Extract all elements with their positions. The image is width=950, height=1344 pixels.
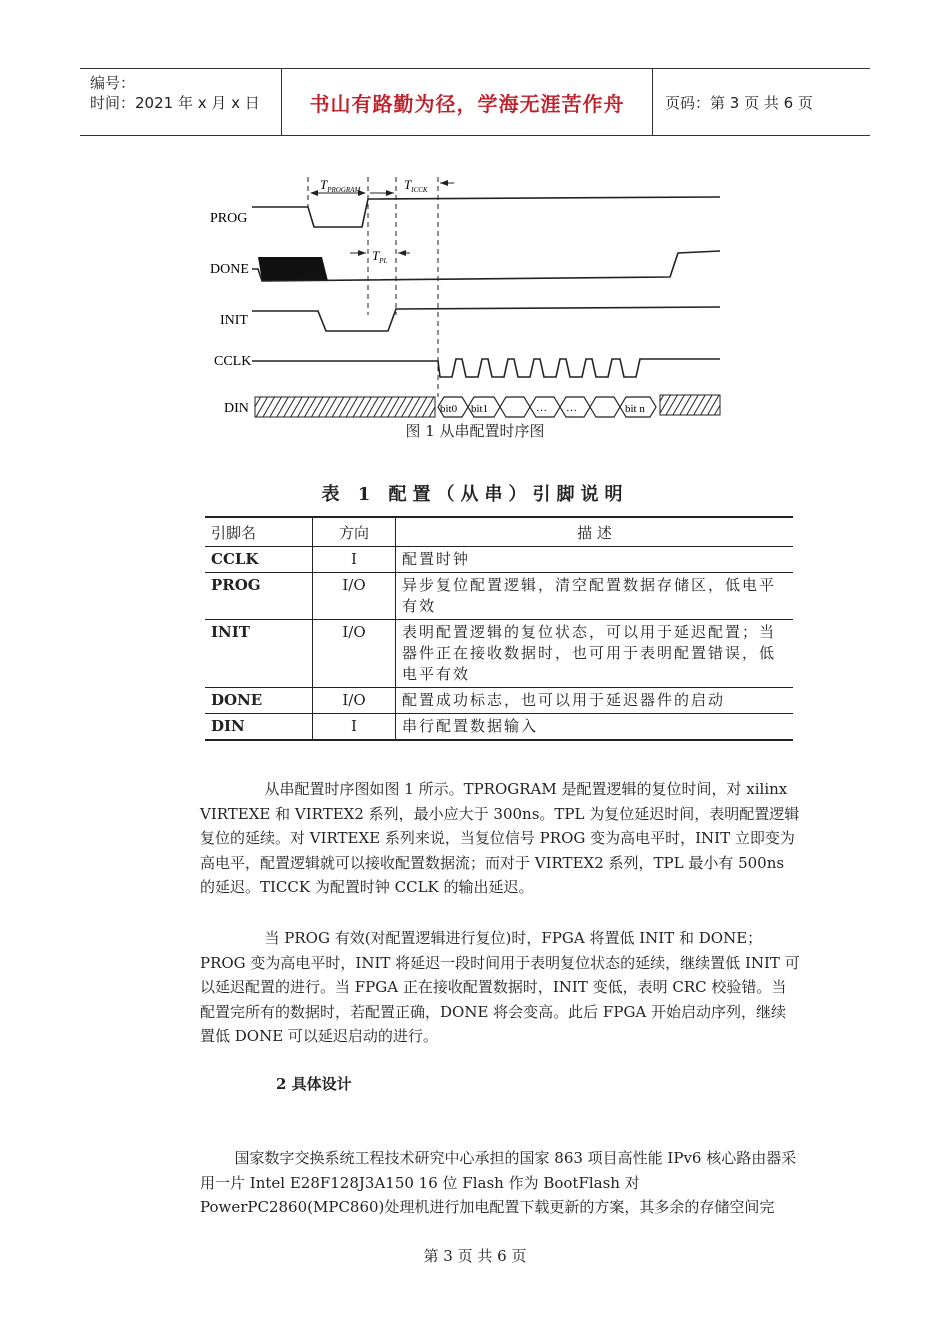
pin-direction: I [313, 547, 396, 573]
timing-markers [308, 177, 438, 397]
din-bit-label-3: … [566, 402, 577, 414]
paragraph-2-text: 当 PROG 有效(对配置逻辑进行复位)时，FPGA 将置低 INIT 和 DONE；PROG 变为高电平时，INIT 将延迟一段时间用于表明复位状态的延续，继续置低 INIT 可以延迟配置的进行。当 FPGA 正在接收配置数据时，INIT 变低，表明 CRC 校验错。当配置完所有的数据时，若配置正确，DONE 将会变高。此后 FPGA 开始启动序列，继续置低 DONE 可以延迟启动的进行。 [200, 929, 800, 1045]
table-row [205, 573, 793, 620]
page-footer: 第 3 页 共 6 页 [423, 1247, 527, 1265]
pin-description: 表明配置逻辑的复位状态，可以用于延迟配置；当器件正在接收数据时，也可用于表明配置错误，低电平有效 [396, 620, 794, 688]
table-row [205, 688, 793, 714]
header-page-info: 页码：第 3 页 共 6 页 [665, 93, 813, 112]
din-bit-label-2: … [536, 402, 547, 414]
din-bit-label-0: bit0 [440, 403, 458, 415]
pin-description: 异步复位配置逻辑，清空配置数据存储区，低电平有效 [396, 573, 794, 620]
paragraph-3-text: 国家数字交换系统工程技术研究中心承担的国家 863 项目高性能 IPv6 核心路由器采用一片 Intel E28F128J3A150 16 位 Flash 作为 BootFlash 对 PowerPC2860(MPC860)处理机进行加电配置下载更新的方案，其多余的存储空间完 [200, 1149, 797, 1216]
header-meta [80, 69, 282, 135]
signal-label-cclk: CCLK [214, 354, 252, 369]
table-row [205, 620, 793, 688]
signal-label-din: DIN [224, 401, 249, 416]
t-iccik-label: $T_{ICCK}$ [404, 177, 428, 194]
pin-table [205, 516, 793, 741]
t-program-label: $T_{PROGRAM}$ [320, 177, 361, 194]
table-row [205, 547, 793, 573]
page-header [80, 68, 870, 136]
figure-caption: 图 1 从串配置时序图 [405, 422, 545, 440]
pin-name: DONE [205, 688, 313, 714]
header-direction: 方向 [313, 517, 396, 547]
paragraph-1-text: 从串配置时序图如图 1 所示。TPROGRAM 是配置逻辑的复位时间，对 xilinx VIRTEXE 和 VIRTEX2 系列，最小应大于 300ns。TPL 为复位延迟时间，表明配置逻辑复位的延续。对 VIRTEXE 系列来说，当复位信号 PROG 变为高电平时，INIT 立即变为高电平，配置逻辑就可以接收配置数据流；而对于 VIRTEX2 系列，TPL 最小有 500ns 的延迟。TICCK 为配置时钟 CCLK 的输出延迟。 [200, 780, 800, 896]
header-description: 描 述 [396, 517, 794, 547]
header-pin: 引脚名 [205, 517, 313, 547]
prog-waveform [252, 197, 720, 227]
din-hatch-right [660, 395, 720, 415]
signal-label-prog: PROG [210, 211, 248, 226]
din-bit-label-1: bit1 [471, 403, 489, 415]
time-label: 时间：2021 年 x 月 x 日 [90, 94, 260, 112]
table-row [205, 714, 793, 741]
paragraph-timing [200, 777, 800, 900]
din-bit-label-4: bit n [625, 403, 645, 415]
pin-direction: I/O [313, 688, 396, 714]
signal-label-done: DONE [210, 262, 249, 277]
paragraph-design [200, 1146, 800, 1220]
table-header-row [205, 517, 793, 547]
timing-diagram [200, 150, 740, 450]
paragraph-config [200, 926, 800, 1049]
pin-name: CCLK [205, 547, 313, 573]
serial-label: 编号： [90, 74, 136, 92]
pin-direction: I/O [313, 573, 396, 620]
pin-name: DIN [205, 714, 313, 741]
pin-direction: I [313, 714, 396, 741]
pin-direction: I/O [313, 620, 396, 688]
init-waveform [252, 307, 720, 331]
pin-name: INIT [205, 620, 313, 688]
pin-description: 配置成功标志，也可以用于延迟器件的启动 [396, 688, 794, 714]
pin-description: 串行配置数据输入 [396, 714, 794, 741]
header-motto: 书山有路勤为径，学海无涯苦作舟 [282, 69, 653, 135]
pin-description: 配置时钟 [396, 547, 794, 573]
done-hatched-block [258, 257, 328, 281]
pin-name: PROG [205, 573, 313, 620]
signal-label-init: INIT [220, 313, 248, 328]
t-pl-label: $T_{PL}$ [372, 248, 388, 265]
din-hatch-left [255, 397, 435, 417]
table-title: 表 1 配置（从串）引脚说明 [321, 484, 629, 505]
cclk-waveform [252, 359, 720, 377]
section-heading: 2 具体设计 [276, 1075, 352, 1093]
